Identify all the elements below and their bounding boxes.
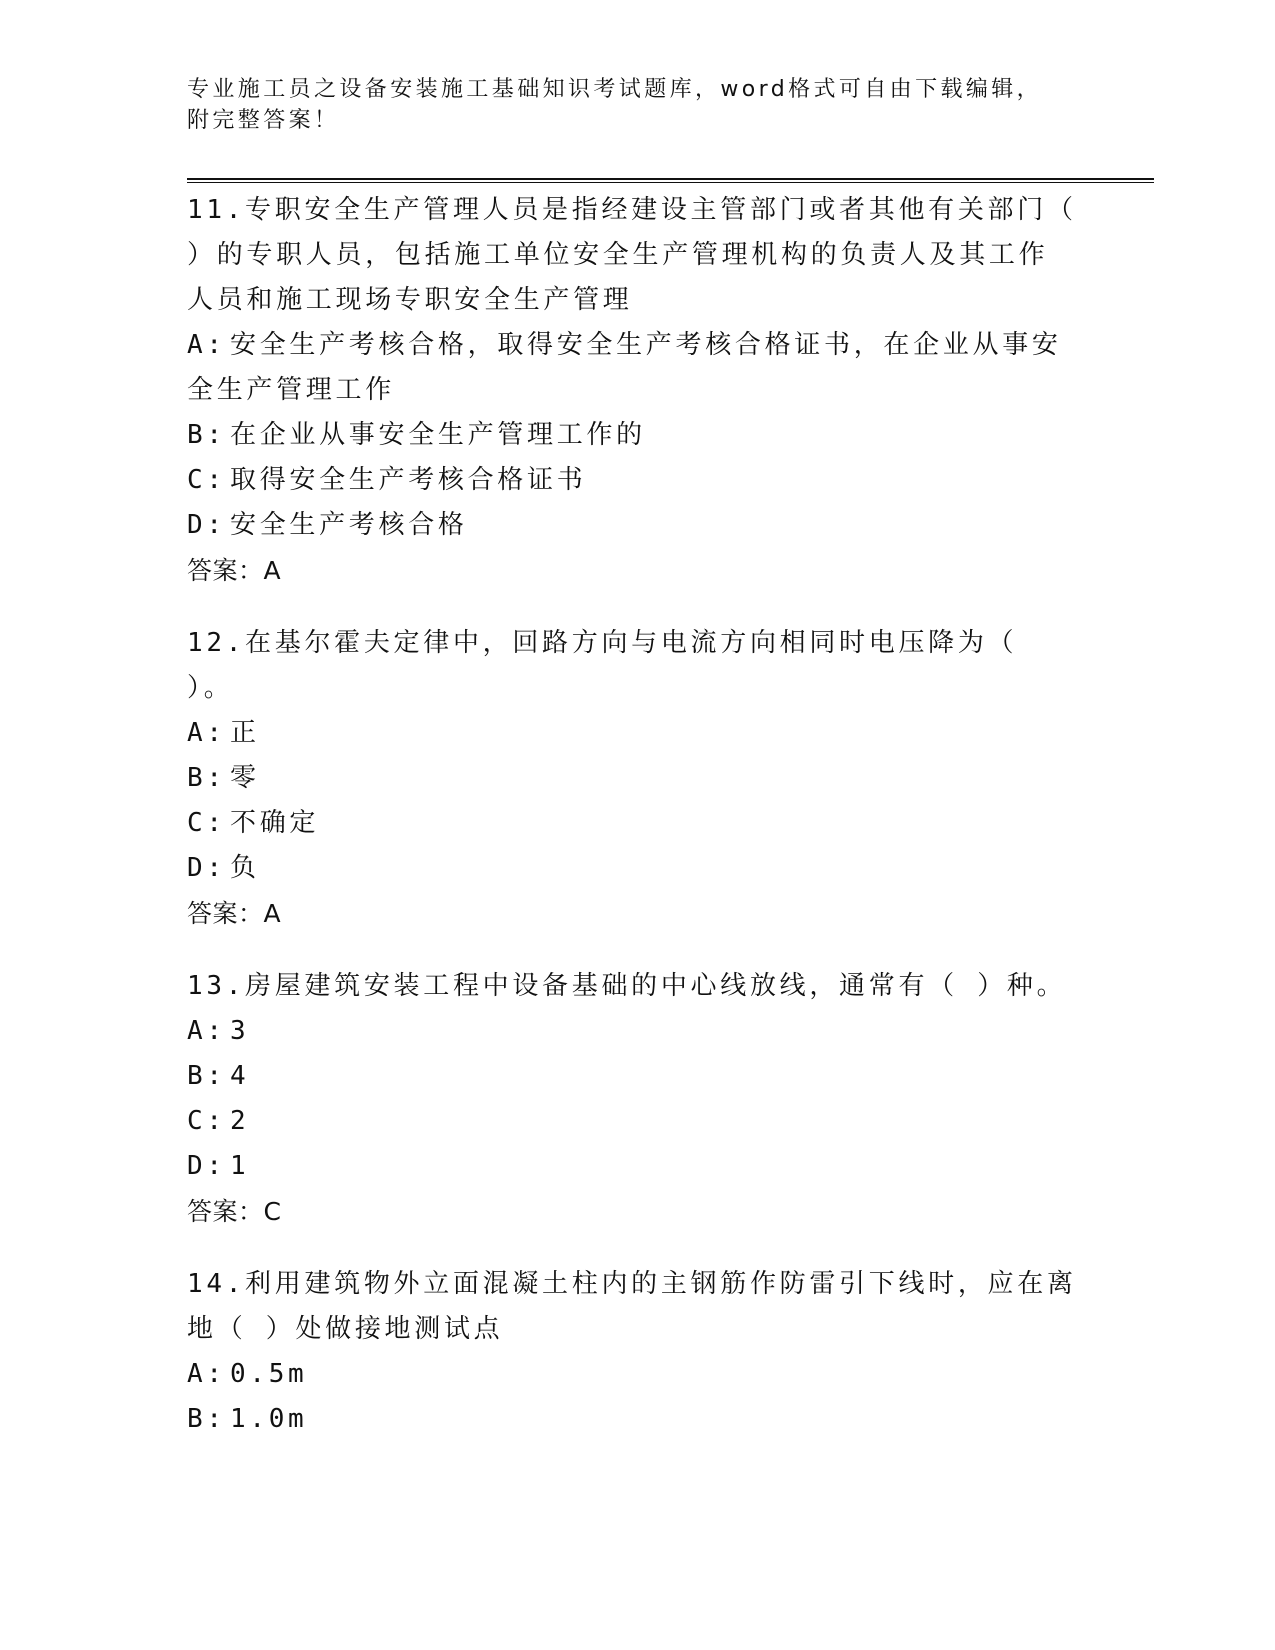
option-key: A: [187, 330, 226, 360]
option-c [187, 1099, 1077, 1144]
option-a [187, 1009, 1077, 1054]
option-key: A: [187, 1016, 226, 1046]
document-header: 专业施工员之设备安装施工基础知识考试题库，word格式可自由下载编辑，附完整答案！ [187, 77, 1043, 133]
option-text: 负 [230, 853, 260, 883]
option-text: 4 [230, 1061, 250, 1091]
option-key: D: [187, 853, 226, 883]
option-text: 取得安全生产考核合格证书 [230, 465, 587, 495]
option-a [187, 1352, 1077, 1397]
option-b [187, 1397, 1077, 1442]
question-stem: 12.在基尔霍夫定律中，回路方向与电流方向相同时电压降为（ ）。 [187, 628, 1018, 703]
option-text: 0.5m [230, 1359, 308, 1389]
option-text: 在企业从事安全生产管理工作的 [230, 420, 646, 450]
option-text: 2 [230, 1106, 250, 1136]
option-key: D: [187, 1151, 226, 1181]
option-b [187, 1054, 1077, 1099]
question-14 [187, 1262, 1077, 1442]
header-rule-thick [187, 178, 1154, 180]
option-key: A: [187, 718, 226, 748]
answer-line: 答案：A [187, 899, 282, 928]
question-stem: 13.房屋建筑安装工程中设备基础的中心线放线，通常有（ ）种。 [187, 971, 1067, 1001]
option-key: C: [187, 1106, 226, 1136]
answer-line: 答案：C [187, 1197, 282, 1226]
option-text: 1 [230, 1151, 250, 1181]
option-text: 1.0m [230, 1404, 308, 1434]
option-text: 零 [230, 763, 260, 793]
option-key: A: [187, 1359, 226, 1389]
option-d [187, 846, 1077, 891]
option-text: 正 [230, 718, 260, 748]
question-stem: 11.专职安全生产管理人员是指经建设主管部门或者其他有关部门（ ）的专职人员，包括施工单位安全生产管理机构的负责人及其工作人员和施工现场专职安全生产管理 [187, 195, 1077, 315]
question-list [187, 188, 1077, 1470]
option-a [187, 323, 1077, 413]
option-key: C: [187, 465, 226, 495]
option-text: 安全生产考核合格 [230, 510, 468, 540]
option-b [187, 413, 1077, 458]
answer-line: 答案：A [187, 556, 282, 585]
option-d [187, 503, 1077, 548]
question-12 [187, 621, 1077, 936]
option-a [187, 711, 1077, 756]
option-c [187, 801, 1077, 846]
option-key: B: [187, 763, 226, 793]
option-d [187, 1144, 1077, 1189]
option-key: B: [187, 1404, 226, 1434]
option-b [187, 756, 1077, 801]
option-key: B: [187, 1061, 226, 1091]
option-text: 不确定 [230, 808, 320, 838]
question-13 [187, 964, 1077, 1234]
option-text: 3 [230, 1016, 250, 1046]
question-stem: 14.利用建筑物外立面混凝土柱内的主钢筋作防雷引下线时，应在离地（ ）处做接地测试点 [187, 1269, 1077, 1344]
option-text: 安全生产考核合格，取得安全生产考核合格证书，在企业从事安全生产管理工作 [187, 330, 1062, 405]
option-key: C: [187, 808, 226, 838]
option-key: B: [187, 420, 226, 450]
question-11 [187, 188, 1077, 593]
option-c [187, 458, 1077, 503]
option-key: D: [187, 510, 226, 540]
header-rule-thin [187, 182, 1154, 183]
